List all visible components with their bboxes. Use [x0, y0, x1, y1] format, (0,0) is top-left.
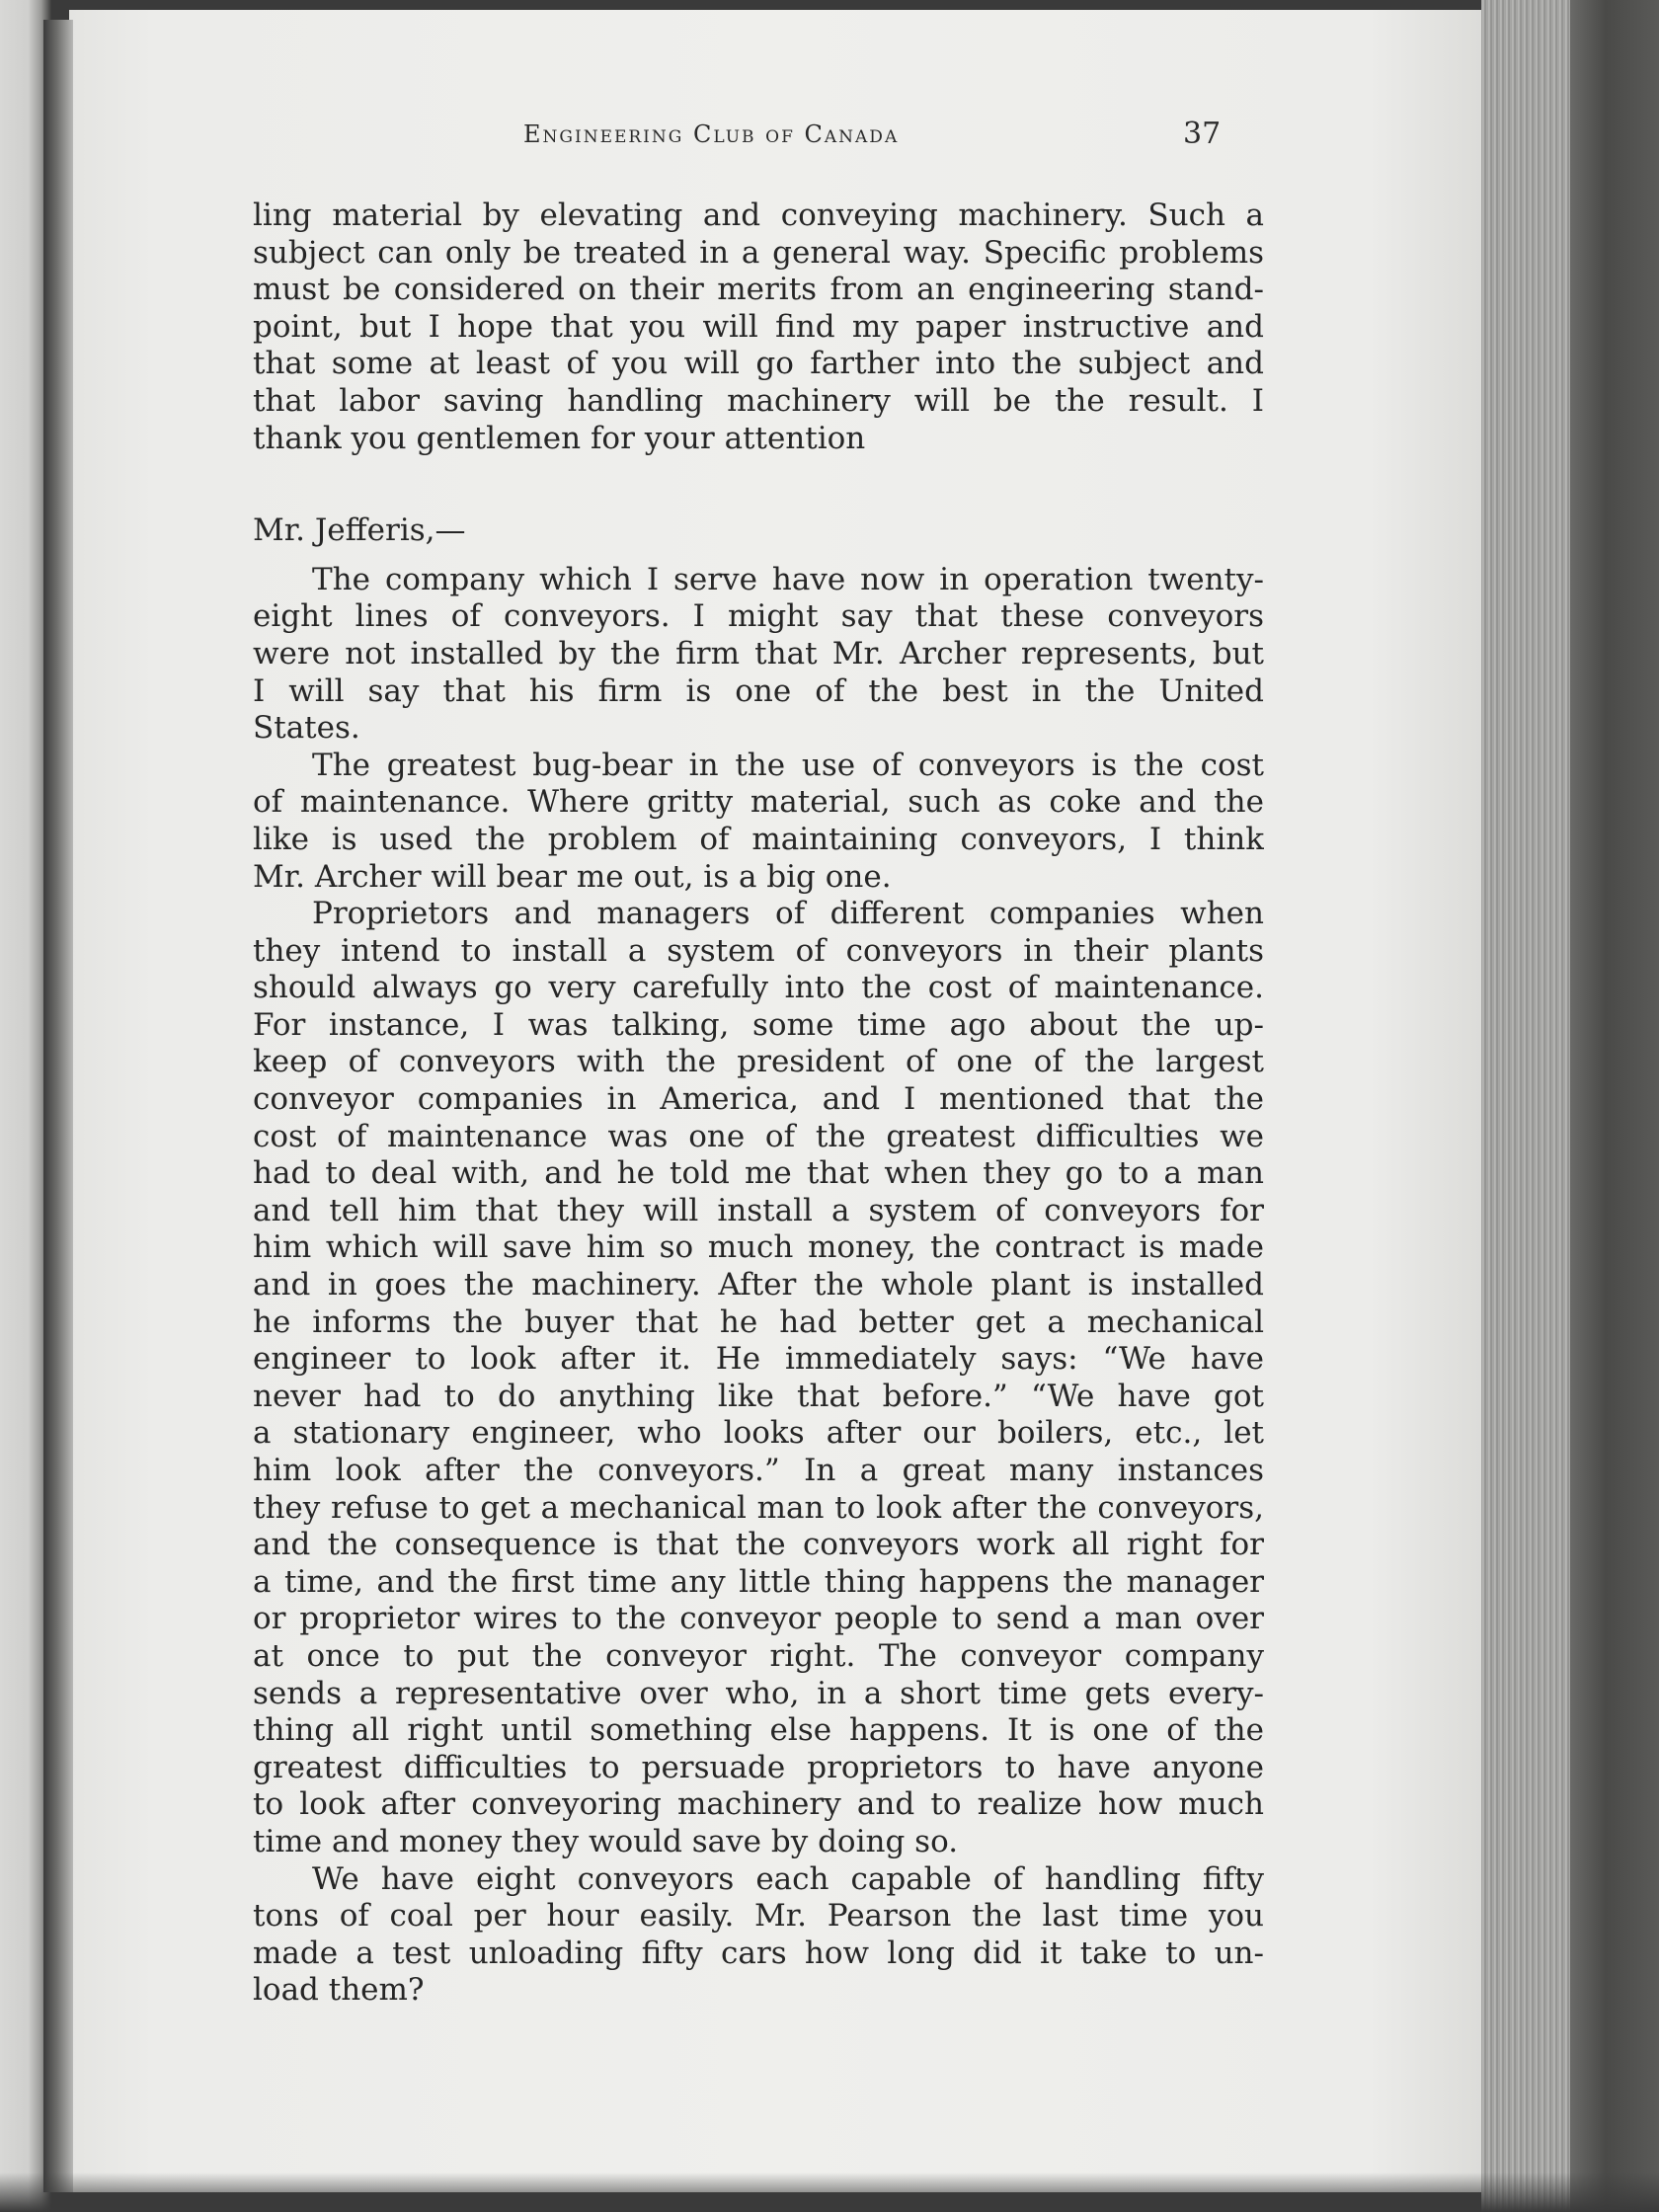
text-line: and tell him that they will install a system of conveyors for [253, 1192, 1264, 1228]
text-line: I will say that his firm is one of the best in the United [253, 672, 1264, 709]
text-line: they intend to install a system of conveyors in their plants [253, 932, 1264, 969]
text-line: conveyor companies in America, and I mentioned that the [253, 1081, 1264, 1118]
text-line: States. [253, 710, 360, 747]
text-line: engineer to look after it. He immediately says: “We have [253, 1341, 1264, 1378]
speaker-heading: Mr. Jefferis,— [253, 513, 466, 549]
text-line: were not installed by the firm that Mr. Archer represents, but [253, 635, 1264, 672]
page-number: 37 [1183, 117, 1222, 151]
text-line: never had to do anything like that before.” “We have got [253, 1378, 1264, 1414]
continued-paragraph [253, 198, 1264, 457]
text-line: him which will save him so much money, the contract is made [253, 1229, 1264, 1266]
text-line: For instance, I was talking, some time ago about the up- [253, 1006, 1264, 1043]
text-line: point, but I hope that you will find my paper instructive and [253, 308, 1264, 345]
text-line: time and money they would save by doing so. [253, 1823, 959, 1859]
speech-paragraph [253, 1861, 1264, 2010]
text-line: to look after conveyoring machinery and to realize how much [253, 1786, 1264, 1823]
speech-paragraph [253, 896, 1264, 1860]
text-line: had to deal with, and he told me that when they go to a man [253, 1155, 1264, 1192]
text-line: made a test unloading fifty cars how long did it take to un- [253, 1935, 1264, 1971]
text-line: The greatest bug-bear in the use of conveyors is the cost [312, 747, 1264, 783]
text-line: eight lines of conveyors. I might say that these conveyors [253, 598, 1264, 635]
speech-paragraph [253, 562, 1264, 748]
text-line: a stationary engineer, who looks after our boilers, etc., let [253, 1415, 1264, 1452]
bottom-shadow [0, 2172, 1659, 2212]
speech-paragraph [253, 748, 1264, 896]
text-line: that some at least of you will go farther into the subject and [253, 346, 1264, 382]
text-line: The company which I serve have now in operation twenty- [312, 561, 1264, 597]
text-line: ling material by elevating and conveying machinery. Such a [253, 198, 1264, 233]
text-line: We have eight conveyors each capable of handling fifty [312, 1860, 1264, 1897]
text-line: cost of maintenance was one of the greatest difficulties we [253, 1118, 1264, 1154]
text-line: he informs the buyer that he had better get a mechanical [253, 1304, 1264, 1340]
text-line: tons of coal per hour easily. Mr. Pearson the last time you [253, 1898, 1264, 1935]
text-line: or proprietor wires to the conveyor people to send a man over [253, 1601, 1264, 1637]
text-line: Mr. Archer will bear me out, is a big one. [253, 858, 892, 895]
text-line: subject can only be treated in a general way. Specific problems [253, 234, 1264, 271]
page-edges [1481, 0, 1570, 2212]
text-line: should always go very carefully into the cost of maintenance. [253, 970, 1264, 1006]
text-line: a time, and the first time any little thing happens the manager [253, 1563, 1264, 1600]
book-cover-edge [1570, 0, 1659, 2212]
text-line: that labor saving handling machinery will be the result. I [253, 382, 1264, 419]
text-line: thank you gentlemen for your attention [253, 420, 866, 456]
text-line: and in goes the machinery. After the whole plant is installed [253, 1267, 1264, 1304]
text-line: at once to put the conveyor right. The conveyor company [253, 1637, 1264, 1674]
text-line: thing all right until something else happens. It is one of the [253, 1712, 1264, 1749]
book-gutter [43, 20, 73, 2192]
text-line: they refuse to get a mechanical man to look after the conveyors, [253, 1489, 1264, 1526]
text-line: and the consequence is that the conveyors work all right for [253, 1527, 1264, 1563]
text-line: sends a representative over who, in a short time gets every- [253, 1675, 1264, 1711]
text-line: him look after the conveyors.” In a great many instances [253, 1453, 1264, 1488]
text-line: greatest difficulties to persuade proprietors to have anyone [253, 1749, 1264, 1785]
text-line: like is used the problem of maintaining conveyors, I think [253, 821, 1264, 857]
text-line: of maintenance. Where gritty material, such as coke and the [253, 784, 1264, 821]
running-head: Engineering Club of Canada [523, 120, 900, 148]
text-line: keep of conveyors with the president of one of the largest [253, 1044, 1264, 1080]
text-line: load them? [253, 1972, 425, 2009]
page-body [253, 198, 1264, 2010]
text-line: must be considered on their merits from an engineering stand- [253, 272, 1264, 308]
text-line: Proprietors and managers of different companies when [312, 896, 1264, 932]
